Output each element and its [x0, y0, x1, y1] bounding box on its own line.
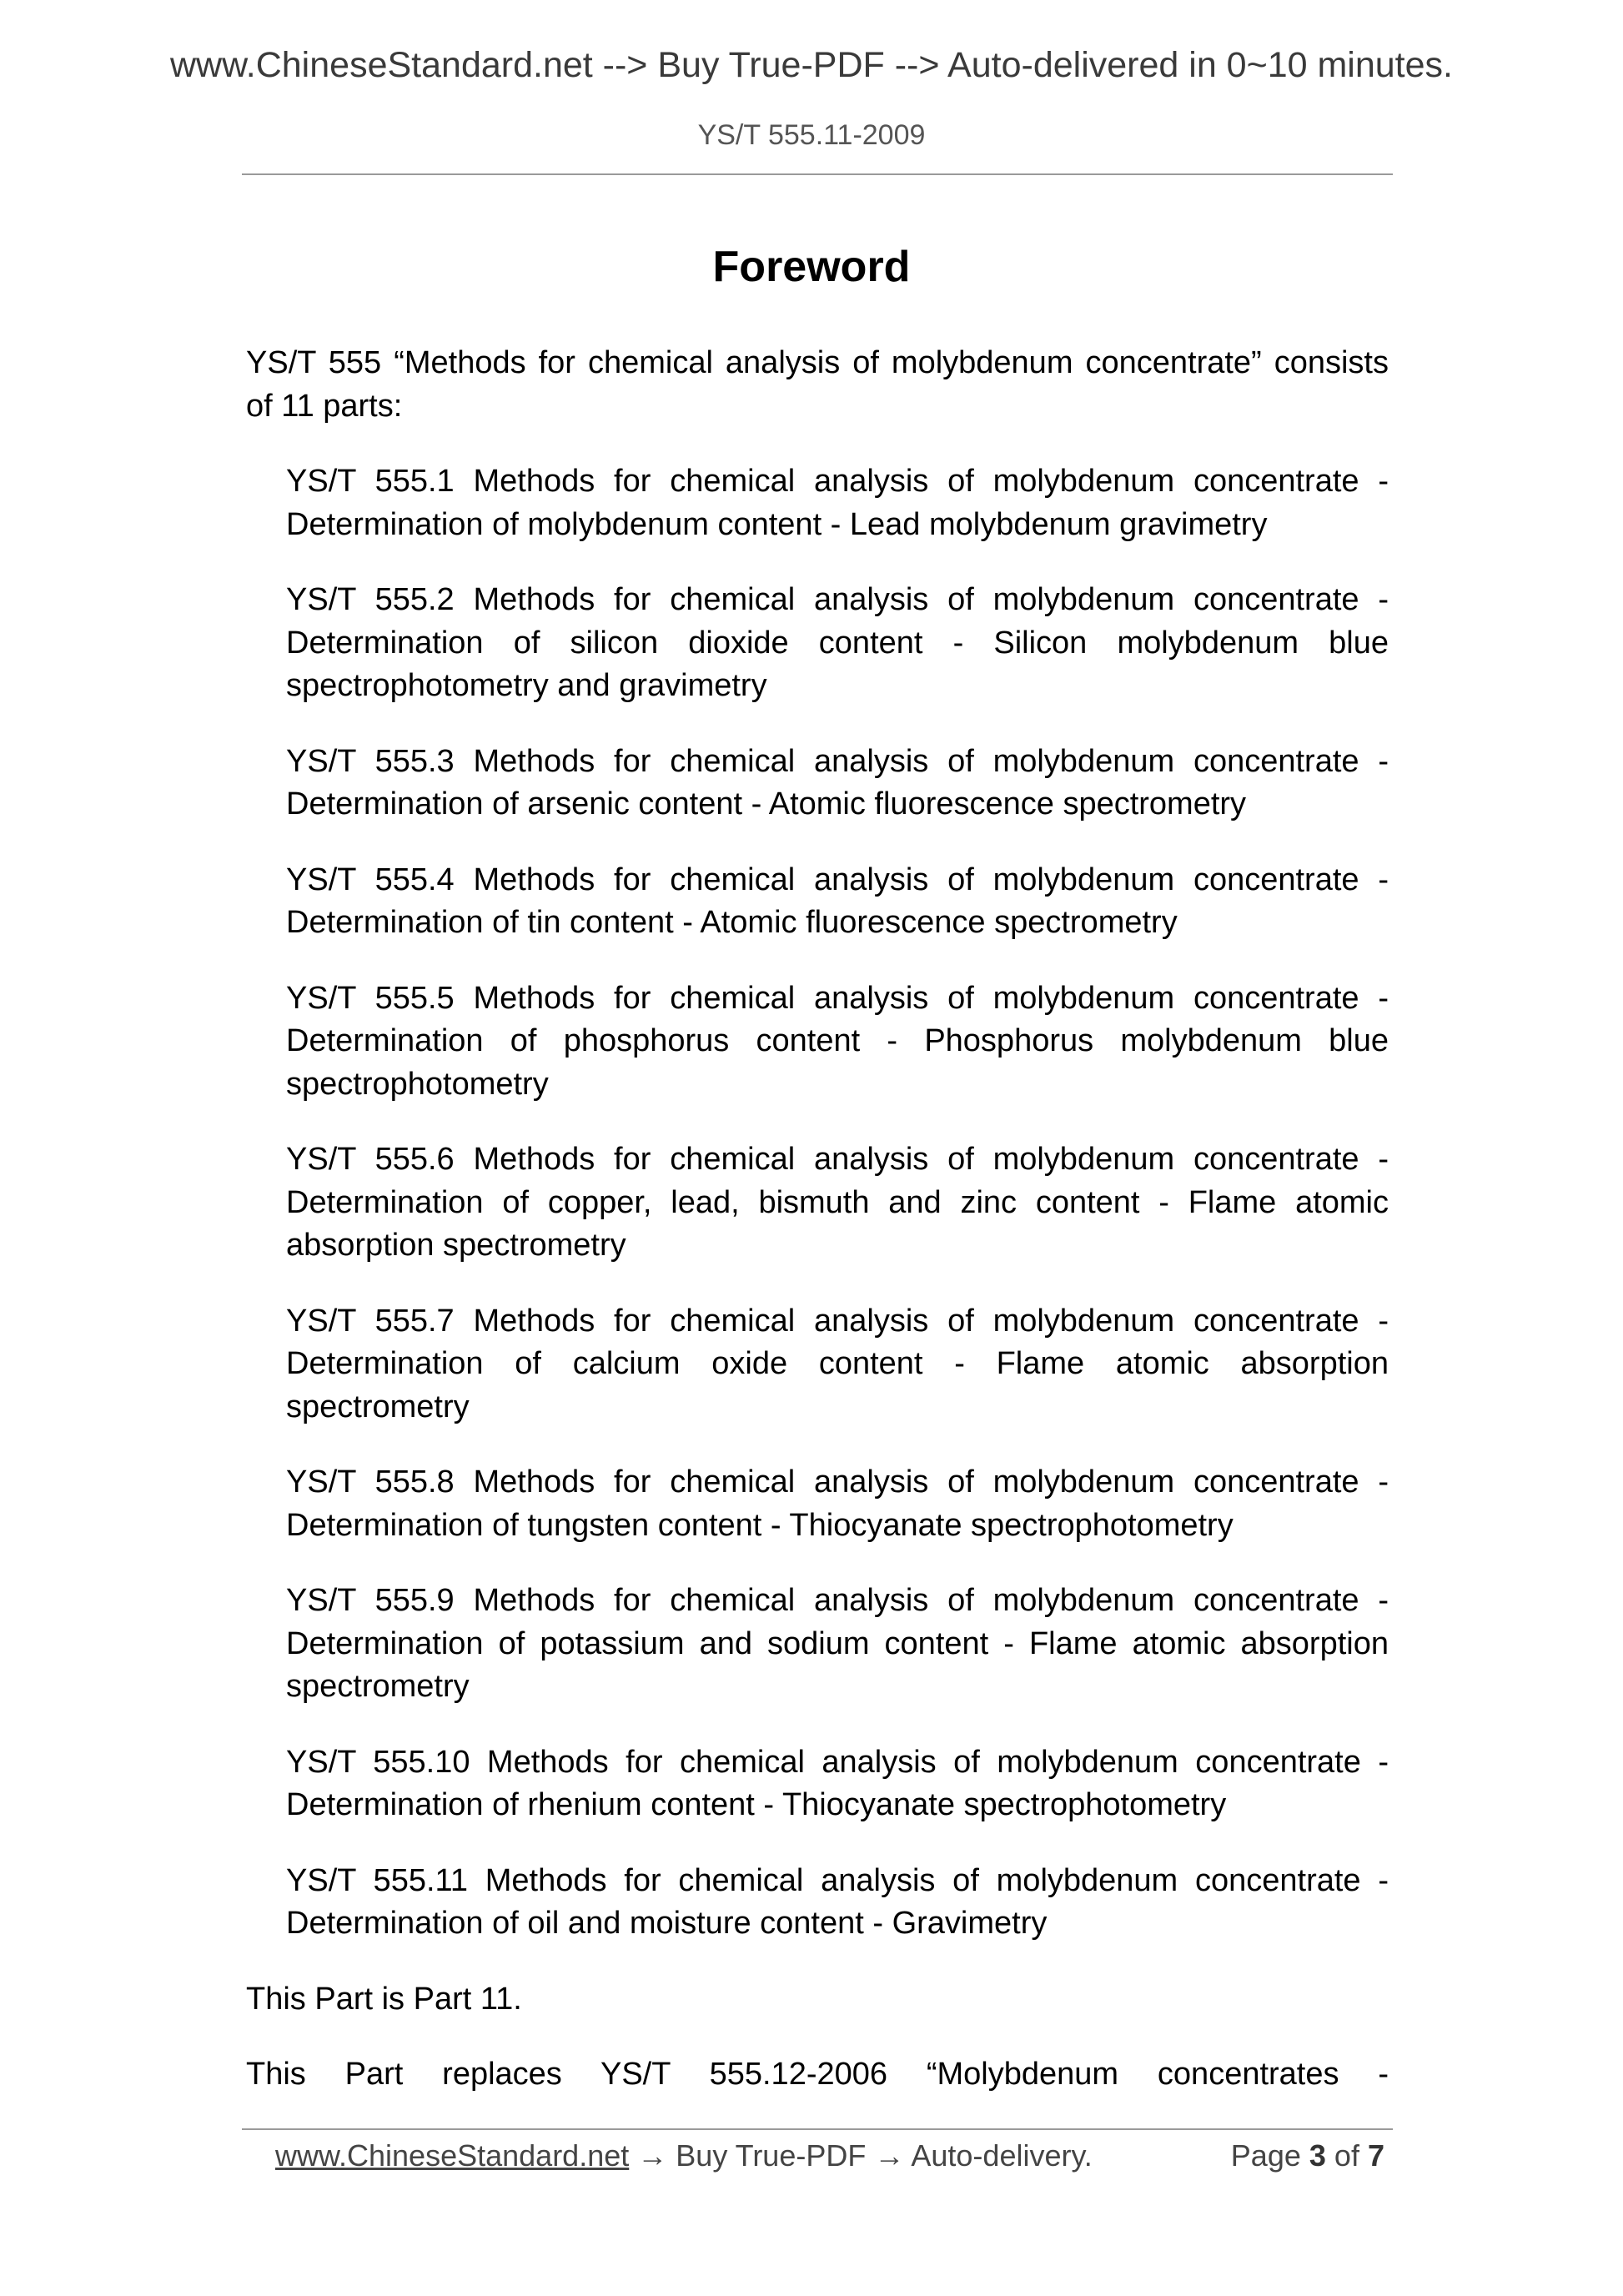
arrow-right-icon: →: [637, 2138, 668, 2173]
list-item: YS/T 555.6 Methods for chemical analysis of molybdenum concentrate - Determination of copper, lead, bismuth and zinc content - Flame atomic absorption spectrometry: [286, 1142, 1389, 1263]
arrow-right-icon: →: [874, 2138, 905, 2173]
footer-links: [275, 2135, 1093, 2177]
page-title: Foreword: [712, 243, 911, 291]
footer-buy-text: Buy True-PDF: [676, 2138, 867, 2173]
top-banner: www.ChineseStandard.net --> Buy True-PDF --> Auto-delivered in 0~10 minutes.: [169, 45, 1453, 85]
page-label: Page: [1230, 2138, 1301, 2173]
footer-divider: [242, 2128, 1393, 2130]
intro-paragraph: YS/T 555 “Methods for chemical analysis of molybdenum concentrate” consists of 11 parts:: [246, 345, 1389, 424]
footer-delivery-text: Auto-delivery.: [911, 2138, 1093, 2173]
parts-list: [246, 460, 1389, 1946]
list-item: YS/T 555.8 Methods for chemical analysis of molybdenum concentrate - Determination of tungsten content - Thiocyanate spectrophotometry: [286, 1465, 1389, 1543]
page-footer: [275, 2135, 1384, 2177]
list-item: YS/T 555.1 Methods for chemical analysis of molybdenum concentrate - Determination of molybdenum content - Lead molybdenum gravimetry: [286, 464, 1389, 542]
list-item: YS/T 555.2 Methods for chemical analysis of molybdenum concentrate - Determination of silicon dioxide content - Silicon molybdenum blue spectrophotometry and gravimetry: [286, 582, 1389, 703]
list-item: YS/T 555.10 Methods for chemical analysis of molybdenum concentrate - Determination of rhenium content - Thiocyanate spectrophotometry: [286, 1744, 1389, 1822]
page-total: 7: [1367, 2138, 1384, 2173]
of-label: of: [1334, 2138, 1359, 2173]
list-item: YS/T 555.5 Methods for chemical analysis of molybdenum concentrate - Determination of phosphorus content - Phosphorus molybdenum blue spectrophotometry: [286, 980, 1389, 1102]
list-item: YS/T 555.7 Methods for chemical analysis of molybdenum concentrate - Determination of calcium oxide content - Flame atomic absorption spectrometry: [286, 1303, 1389, 1424]
document-body: [246, 342, 1389, 2129]
list-item: YS/T 555.11 Methods for chemical analysis of molybdenum concentrate - Determination of oil and moisture content - Gravimetry: [286, 1862, 1389, 1941]
this-part-paragraph: This Part is Part 11.: [246, 1981, 522, 2017]
replaces-paragraph: This Part replaces YS/T 555.12-2006 “Molybdenum concentrates -: [246, 2057, 1389, 2092]
document-code: YS/T 555.11-2009: [697, 119, 926, 151]
list-item: YS/T 555.4 Methods for chemical analysis of molybdenum concentrate - Determination of tin content - Atomic fluorescence spectrometry: [286, 862, 1389, 940]
list-item: YS/T 555.9 Methods for chemical analysis of molybdenum concentrate - Determination of potassium and sodium content - Flame atomic absorption spectrometry: [286, 1583, 1389, 1704]
footer-site-link[interactable]: www.ChineseStandard.net: [275, 2138, 630, 2173]
list-item: YS/T 555.3 Methods for chemical analysis of molybdenum concentrate - Determination of arsenic content - Atomic fluorescence spectrometry: [286, 743, 1389, 821]
page-number: 3: [1309, 2138, 1326, 2173]
header-divider: [242, 173, 1393, 175]
page-indicator: [1231, 2135, 1384, 2177]
